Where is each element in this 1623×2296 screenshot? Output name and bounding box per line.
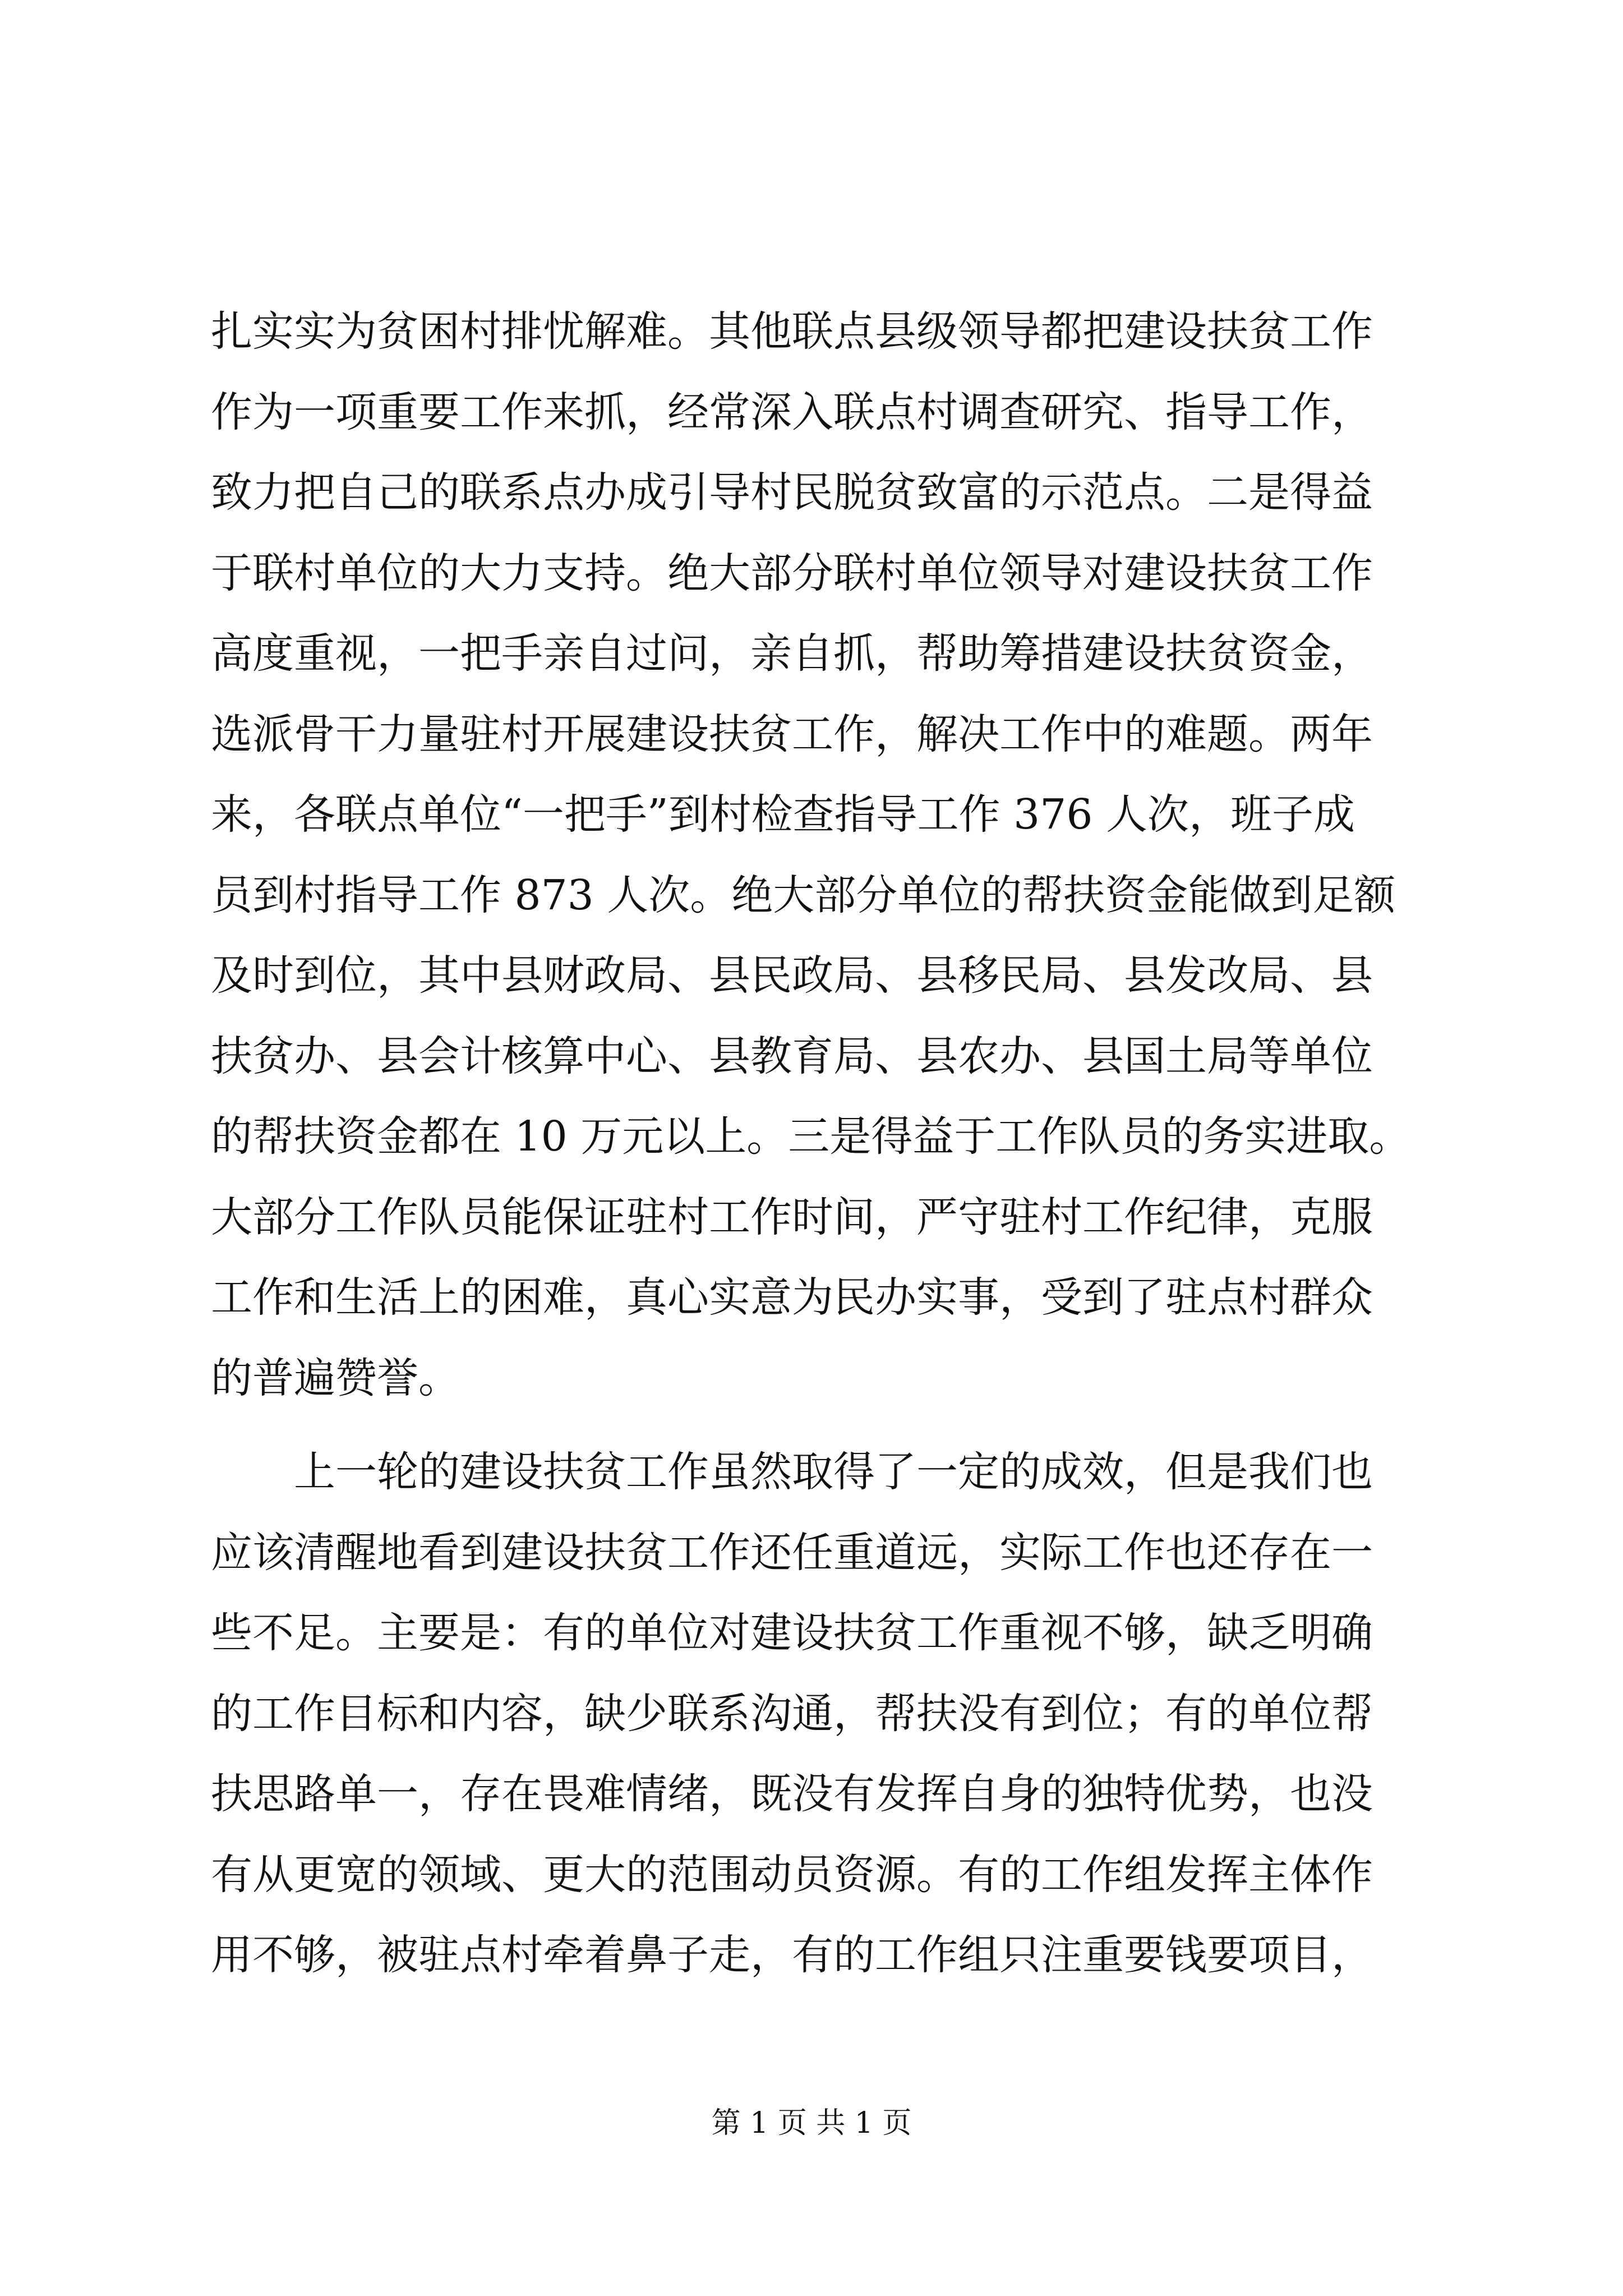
- page-footer: 第 1 页 共 1 页: [711, 2106, 912, 2140]
- text-line: [211, 1432, 1417, 1513]
- paragraph-2: [211, 1432, 1417, 1996]
- text-line: 有从更宽的领域、更大的范围动员资源。有的工作组发挥主体作: [211, 1850, 1373, 1899]
- text-line: 选派骨干力量驻村开展建设扶贫工作，解决工作中的难题。两年: [211, 710, 1373, 758]
- text-line: 应该清醒地看到建设扶贫工作还任重道远，实际工作也还存在一: [211, 1528, 1373, 1577]
- text-line: 于联村单位的大力支持。绝大部分联村单位领导对建设扶贫工作: [211, 549, 1373, 597]
- paragraph-gap: [211, 1419, 1417, 1432]
- text-line: 用不够，被驻点村牵着鼻子走，有的工作组只注重要钱要项目，: [211, 1931, 1373, 1979]
- text-line: 扶思路单一，存在畏难情绪，既没有发挥自身的独特优势，也没: [211, 1770, 1373, 1818]
- text-line: 大部分工作队员能保证驻村工作时间，严守驻村工作纪律，克服: [211, 1193, 1373, 1241]
- text-line: 的帮扶资金都在 10 万元以上。三是得益于工作队员的务实进取。: [211, 1112, 1411, 1161]
- text-line: 扎实实为贫困村排忧解难。其他联点县级领导都把建设扶贫工作: [211, 307, 1373, 356]
- text-line: 致力把自己的联系点办成引导村民脱贫致富的示范点。二是得益: [211, 468, 1373, 517]
- paragraph-1: [211, 292, 1417, 1419]
- text-line: 工作和生活上的困难，真心实意为民办实事，受到了驻点村群众: [211, 1273, 1373, 1322]
- text-line: 些不足。主要是：有的单位对建设扶贫工作重视不够，缺乏明确: [211, 1609, 1373, 1657]
- text-line: 及时到位，其中县财政局、县民政局、县移民局、县发改局、县: [211, 951, 1373, 1000]
- text-line: 来，各联点单位“一把手”到村检查指导工作 376 人次，班子成: [211, 790, 1355, 839]
- text-line: 扶贫办、县会计核算中心、县教育局、县农办、县国土局等单位: [211, 1032, 1373, 1080]
- text-line: 的工作目标和内容，缺少联系沟通，帮扶没有到位；有的单位帮: [211, 1689, 1373, 1738]
- first-line-text: 上一轮的建设扶贫工作虽然取得了一定的成效，但是我们也: [294, 1448, 1373, 1496]
- text-line: 员到村指导工作 873 人次。绝大部分单位的帮扶资金能做到足额: [211, 871, 1396, 919]
- text-line: 作为一项重要工作来抓，经常深入联点村调查研究、指导工作，: [211, 388, 1373, 436]
- text-line: 的普遍赞誉。: [211, 1354, 460, 1402]
- body-text: [211, 292, 1417, 1996]
- text-line: 高度重视，一把手亲自过问，亲自抓，帮助筹措建设扶贫资金，: [211, 629, 1373, 678]
